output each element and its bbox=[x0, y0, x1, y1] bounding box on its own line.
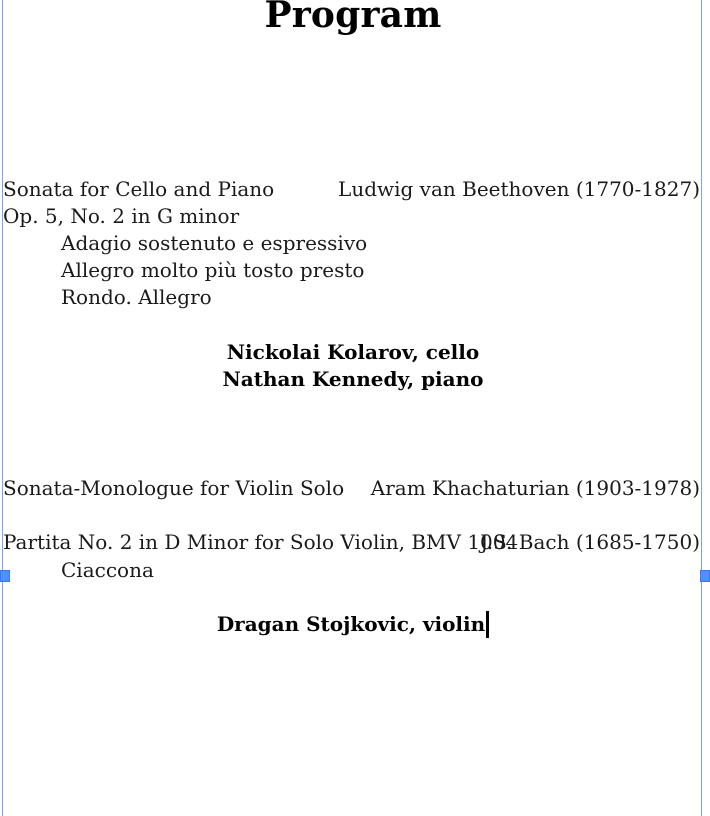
work-subtitle bbox=[3, 203, 700, 230]
performer-text: Dragan Stojkovic, violin bbox=[216, 612, 486, 636]
work-composer: Aram Khachaturian (1903-1978) bbox=[370, 476, 700, 500]
frame-resize-handle-right[interactable] bbox=[700, 570, 710, 582]
page-title: Program bbox=[264, 0, 442, 36]
movement-item: Ciaccona bbox=[61, 558, 154, 582]
text-cursor bbox=[486, 611, 489, 638]
work-composer: J.S. Bach (1685-1750) bbox=[480, 530, 700, 554]
movement-item: Rondo. Allegro bbox=[61, 285, 212, 309]
work-row-bach bbox=[3, 529, 700, 556]
work-title: Partita No. 2 in D Minor for Solo Violin, BMV 1004 bbox=[3, 530, 519, 554]
performer-line-with-cursor[interactable] bbox=[0, 611, 706, 638]
work-subtitle-text: Op. 5, No. 2 in G minor bbox=[3, 204, 240, 228]
movement-item: Allegro molto più tosto presto bbox=[61, 258, 365, 282]
frame-resize-handle-left[interactable] bbox=[0, 570, 10, 582]
movement-item: Adagio sostenuto e espressivo bbox=[61, 231, 368, 255]
work-composer: Ludwig van Beethoven (1770-1827) bbox=[338, 177, 700, 201]
work-title: Sonata-Monologue for Violin Solo bbox=[3, 476, 345, 500]
work-row-khachaturian bbox=[3, 475, 700, 502]
performer-line: Nathan Kennedy, piano bbox=[222, 367, 484, 391]
work-title: Sonata for Cello and Piano bbox=[3, 177, 275, 201]
performer-line: Nickolai Kolarov, cello bbox=[226, 340, 480, 364]
text-frame-border bbox=[2, 0, 702, 816]
work-row-beethoven bbox=[3, 176, 700, 203]
